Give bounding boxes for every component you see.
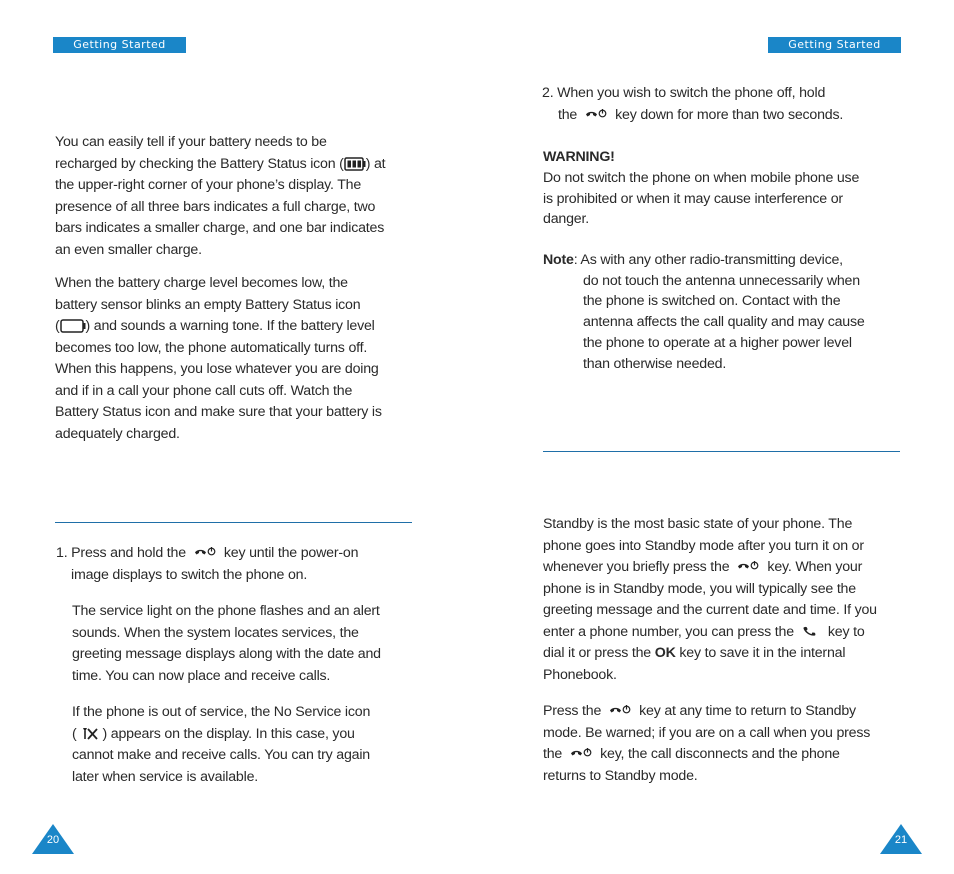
text-line: becomes too low, the phone automatically turns off.: [55, 339, 368, 356]
text-line: Battery Status icon and make sure that your battery is: [55, 404, 382, 420]
note-block: [543, 250, 913, 374]
text-line: 2. When you wish to switch the phone off, hold: [542, 85, 826, 101]
warning-title: WARNING!: [543, 149, 615, 165]
text-line: is prohibited or when it may cause interference or: [543, 190, 843, 207]
text-line: the phone is switched on. Contact with the: [583, 293, 841, 310]
text-line: cannot make and receive calls. You can try again: [72, 747, 370, 763]
text-line: do not touch the antenna unnecessarily when: [583, 272, 860, 289]
text-line: ( ) and sounds a warning tone. If the battery level: [55, 318, 375, 334]
text-line: recharged by checking the Battery Status icon ( ) at: [55, 155, 386, 172]
text-line: than otherwise needed.: [583, 355, 727, 372]
page-number: 20: [46, 834, 60, 846]
section-divider: [55, 522, 412, 523]
text-line: whenever you briefly press the key. When your: [543, 559, 863, 575]
return-standby-paragraph: [543, 701, 908, 787]
text-line: Note: As with any other radio-transmitting device,: [543, 252, 843, 268]
end-power-key-icon: [194, 546, 216, 558]
text-line: If the phone is out of service, the No Service icon: [72, 704, 371, 720]
text-line: Phonebook.: [543, 666, 617, 683]
text-line: antenna affects the call quality and may cause: [583, 314, 865, 331]
text-line: danger.: [543, 211, 589, 228]
low-battery-paragraph: [55, 273, 415, 445]
ok-key-label: OK: [654, 645, 676, 661]
text-line: time. You can now place and receive calls.: [72, 667, 331, 684]
service-paragraph: [72, 601, 417, 687]
text-line: battery sensor blinks an empty Battery Status icon: [55, 296, 361, 313]
text-line: sounds. When the system locates services, the: [72, 624, 359, 641]
section-divider: [543, 451, 900, 452]
text-line: adequately charged.: [55, 425, 180, 442]
end-power-key-icon: [737, 560, 759, 572]
warning-block: [543, 147, 908, 230]
text-line: an even smaller charge.: [55, 241, 202, 258]
text-line: Standby is the most basic state of your phone. The: [543, 516, 853, 532]
switch-off-step: [542, 83, 902, 126]
text-line: the phone to operate at a higher power level: [583, 334, 852, 351]
text-line: Do not switch the phone on when mobile phone use: [543, 169, 860, 186]
battery-empty-icon: [60, 319, 86, 333]
page-number: 21: [894, 834, 908, 846]
text-line: presence of all three bars indicates a full charge, two: [55, 198, 376, 215]
text-line: the key, the call disconnects and the phone: [543, 746, 840, 762]
send-key-icon: [802, 625, 820, 637]
text-line: mode. Be warned; if you are on a call when you press: [543, 724, 871, 741]
text-line: phone goes into Standby mode after you turn it on or: [543, 537, 864, 554]
end-power-key-icon: [609, 704, 631, 716]
text-line: dial it or press the OK key to save it in the internal: [543, 645, 846, 661]
text-line: ( ) appears on the display. In this case, you: [72, 725, 355, 742]
battery-full-icon: [344, 157, 366, 171]
text-line: greeting message and the current date and time. If you: [543, 602, 877, 618]
no-service-icon: [77, 725, 103, 741]
battery-status-paragraph: [55, 132, 415, 261]
text-line: greeting message displays along with the date and: [72, 646, 381, 662]
text-line: 1. Press and hold the key until the power-on: [56, 545, 359, 561]
note-label: Note: [543, 252, 574, 268]
standby-paragraph: [543, 514, 908, 686]
no-service-paragraph: [72, 702, 417, 788]
text-line: later when service is available.: [72, 768, 259, 785]
text-line: the key down for more than two seconds.: [558, 106, 844, 123]
end-power-key-icon: [570, 747, 592, 759]
text-line: image displays to switch the phone on.: [71, 566, 308, 583]
right-page: [477, 0, 954, 874]
text-line: the upper-right corner of your phone’s display. The: [55, 177, 362, 193]
text-line: bars indicates a smaller charge, and one bar indicates: [55, 220, 385, 236]
text-line: enter a phone number, you can press the key to: [543, 623, 865, 640]
text-line: You can easily tell if your battery needs to be: [55, 134, 327, 150]
end-power-key-icon: [585, 108, 607, 120]
section-header-tab: Getting Started: [53, 37, 186, 53]
text-line: returns to Standby mode.: [543, 767, 698, 784]
text-line: and if in a call your phone call cuts off. Watch the: [55, 382, 353, 399]
text-line: When the battery charge level becomes low, the: [55, 275, 348, 291]
text-line: Press the key at any time to return to Standby: [543, 703, 856, 719]
switch-on-step: [56, 543, 416, 586]
text-line: The service light on the phone flashes and an alert: [72, 603, 380, 619]
text-line: phone is in Standby mode, you will typically see the: [543, 580, 856, 597]
text-line: When this happens, you lose whatever you are doing: [55, 361, 379, 377]
section-header-tab: Getting Started: [768, 37, 901, 53]
